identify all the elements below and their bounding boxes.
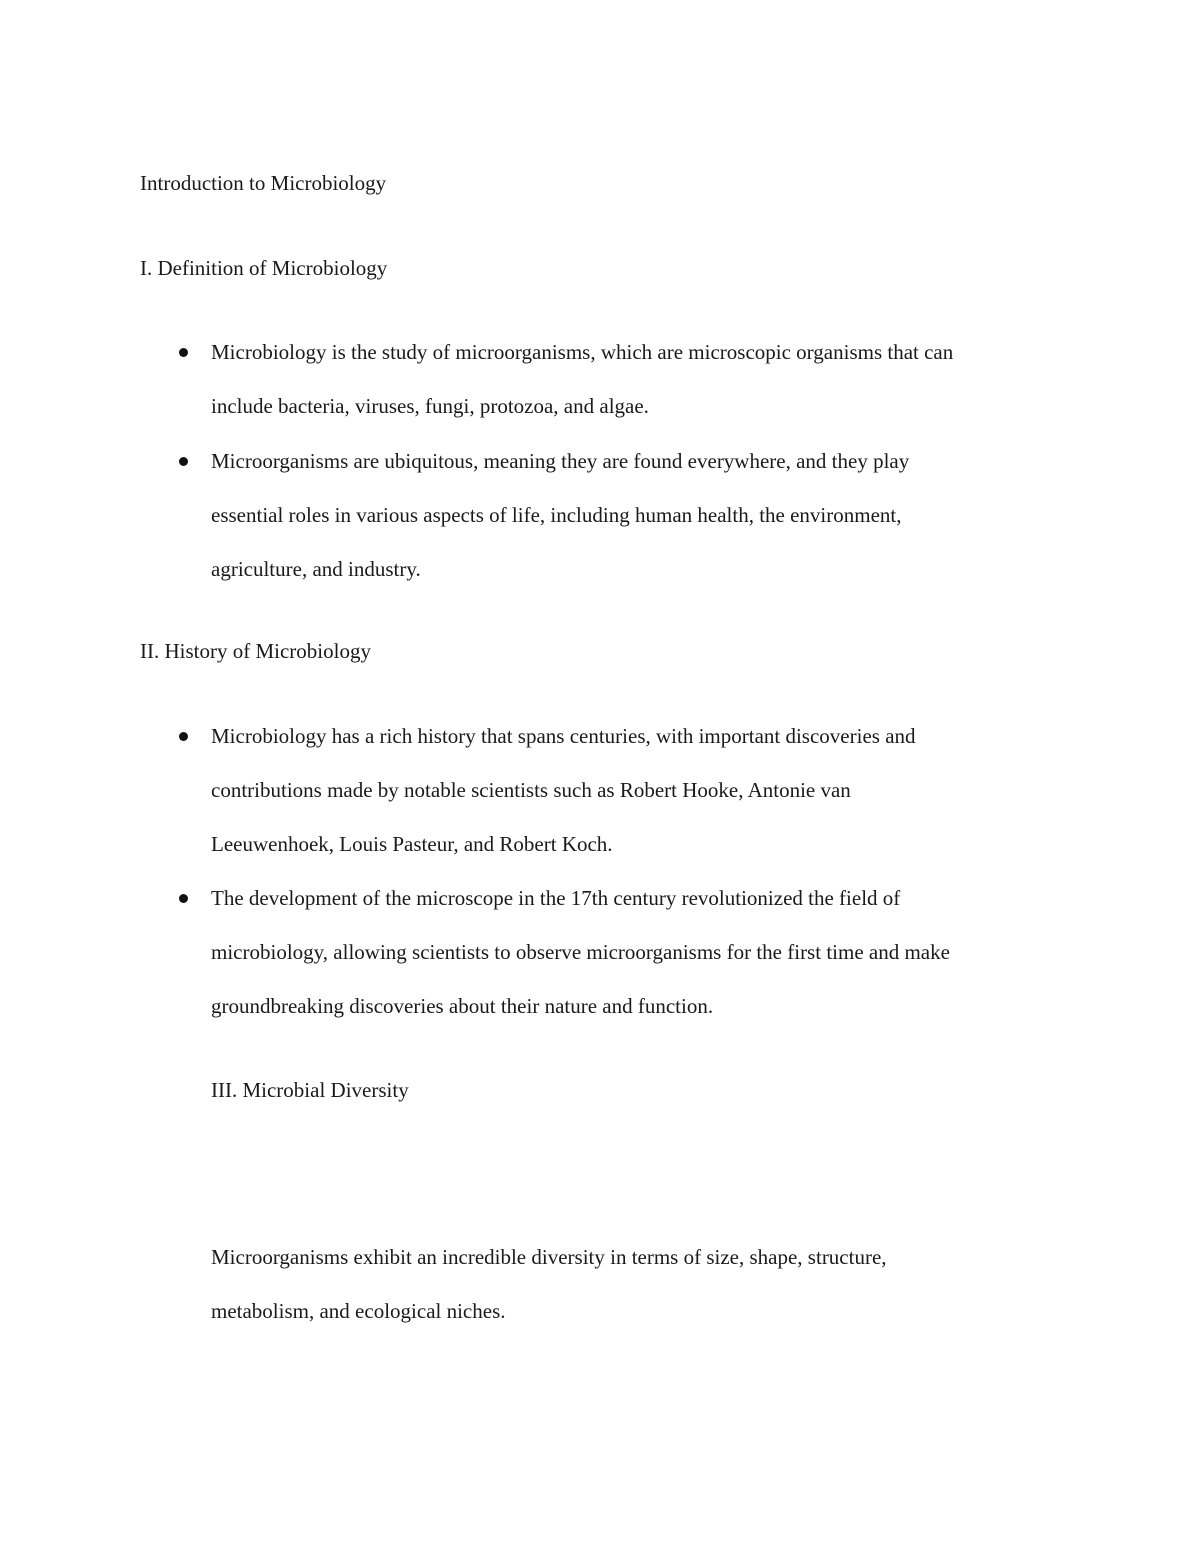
list-item-line: agriculture, and industry. bbox=[211, 557, 421, 581]
list-item-line: include bacteria, viruses, fungi, protozoa, and algae. bbox=[211, 394, 649, 418]
document-title: Introduction to Microbiology bbox=[140, 171, 387, 195]
paragraph-line: Microorganisms exhibit an incredible diversity in terms of size, shape, structure, bbox=[211, 1245, 887, 1269]
section-heading-definition: I. Definition of Microbiology bbox=[140, 256, 388, 280]
list-item-line: Microorganisms are ubiquitous, meaning they are found everywhere, and they play bbox=[211, 449, 910, 473]
bullet-icon bbox=[179, 894, 188, 903]
list-item-line: Microbiology has a rich history that spans centuries, with important discoveries and bbox=[211, 724, 916, 748]
bullet-icon bbox=[179, 457, 188, 466]
list-item-line: essential roles in various aspects of life, including human health, the environment, bbox=[211, 503, 902, 527]
list-item-line: Microbiology is the study of microorganisms, which are microscopic organisms that can bbox=[211, 340, 954, 364]
list-item-line: groundbreaking discoveries about their nature and function. bbox=[211, 994, 714, 1018]
bullet-icon bbox=[179, 348, 188, 357]
bullet-icon bbox=[179, 732, 188, 741]
list-item-line: Leeuwenhoek, Louis Pasteur, and Robert Koch. bbox=[211, 832, 613, 856]
section-heading-history: II. History of Microbiology bbox=[140, 639, 371, 663]
list-item-line: microbiology, allowing scientists to observe microorganisms for the first time and make bbox=[211, 940, 950, 964]
list-item-line: contributions made by notable scientists such as Robert Hooke, Antonie van bbox=[211, 778, 851, 802]
list-item-line: The development of the microscope in the 17th century revolutionized the field of bbox=[211, 886, 901, 910]
paragraph-line: metabolism, and ecological niches. bbox=[211, 1299, 506, 1323]
section-heading-diversity: III. Microbial Diversity bbox=[211, 1078, 409, 1102]
